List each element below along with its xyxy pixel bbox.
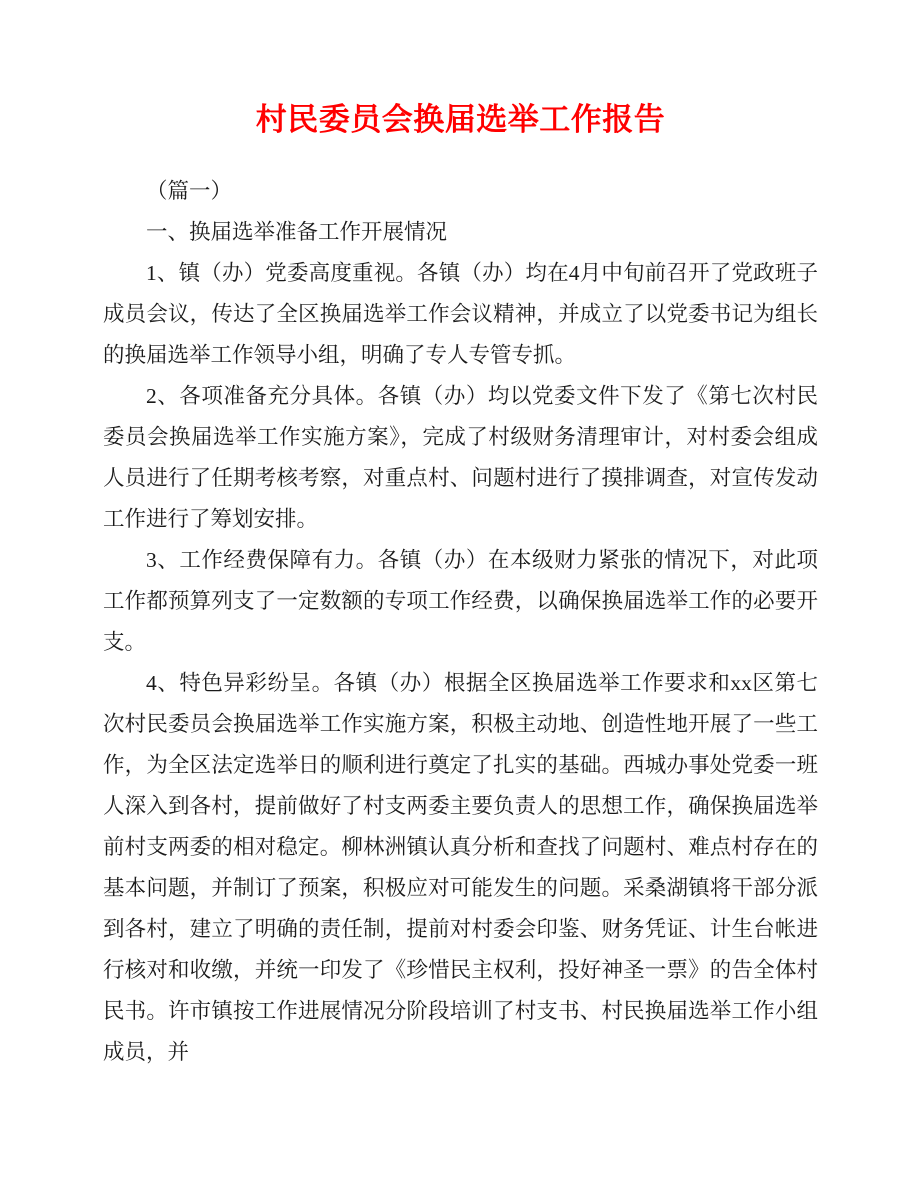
- paragraph-1: 1、镇（办）党委高度重视。各镇（办）均在4月中旬前召开了党政班子成员会议，传达了全区换届选举工作会议精神，并成立了以党委书记为组长的换届选举工作领导小组，明确了专人专管专抓。: [103, 261, 818, 367]
- paragraph-3: 3、工作经费保障有力。各镇（办）在本级财力紧张的情况下，对此项工作都预算列支了一定数额的专项工作经费，以确保换届选举工作的必要开支。: [103, 548, 818, 654]
- section-label: （篇一）: [146, 179, 233, 203]
- document-body: [103, 171, 818, 1073]
- paragraph-2: 2、各项准备充分具体。各镇（办）均以党委文件下发了《第七次村民委员会换届选举工作实施方案》，完成了村级财务清理审计，对村委会组成人员进行了任期考核考察，对重点村、问题村进行了摸排调查，对宣传发动工作进行了筹划安排。: [103, 384, 818, 531]
- section-heading: 一、换届选举准备工作开展情况: [146, 220, 448, 244]
- paragraph-4: 4、特色异彩纷呈。各镇（办）根据全区换届选举工作要求和xx区第七次村民委员会换届选举工作实施方案，积极主动地、创造性地开展了一些工作，为全区法定选举日的顺利进行奠定了扎实的基础。西城办事处党委一班人深入到各村，提前做好了村支两委主要负责人的思想工作，确保换届选举前村支两委的相对稳定。柳林洲镇认真分析和查找了问题村、难点村存在的基本问题，并制订了预案，积极应对可能发生的问题。采桑湖镇将干部分派到各村，建立了明确的责任制，提前对村委会印鉴、财务凭证、计生台帐进行核对和收缴，并统一印发了《珍惜民主权利，投好神圣一票》的告全体村民书。许市镇按工作进展情况分阶段培训了村支书、村民换届选举工作小组成员，并: [103, 671, 818, 1064]
- document-title: 村民委员会换届选举工作报告: [255, 102, 666, 137]
